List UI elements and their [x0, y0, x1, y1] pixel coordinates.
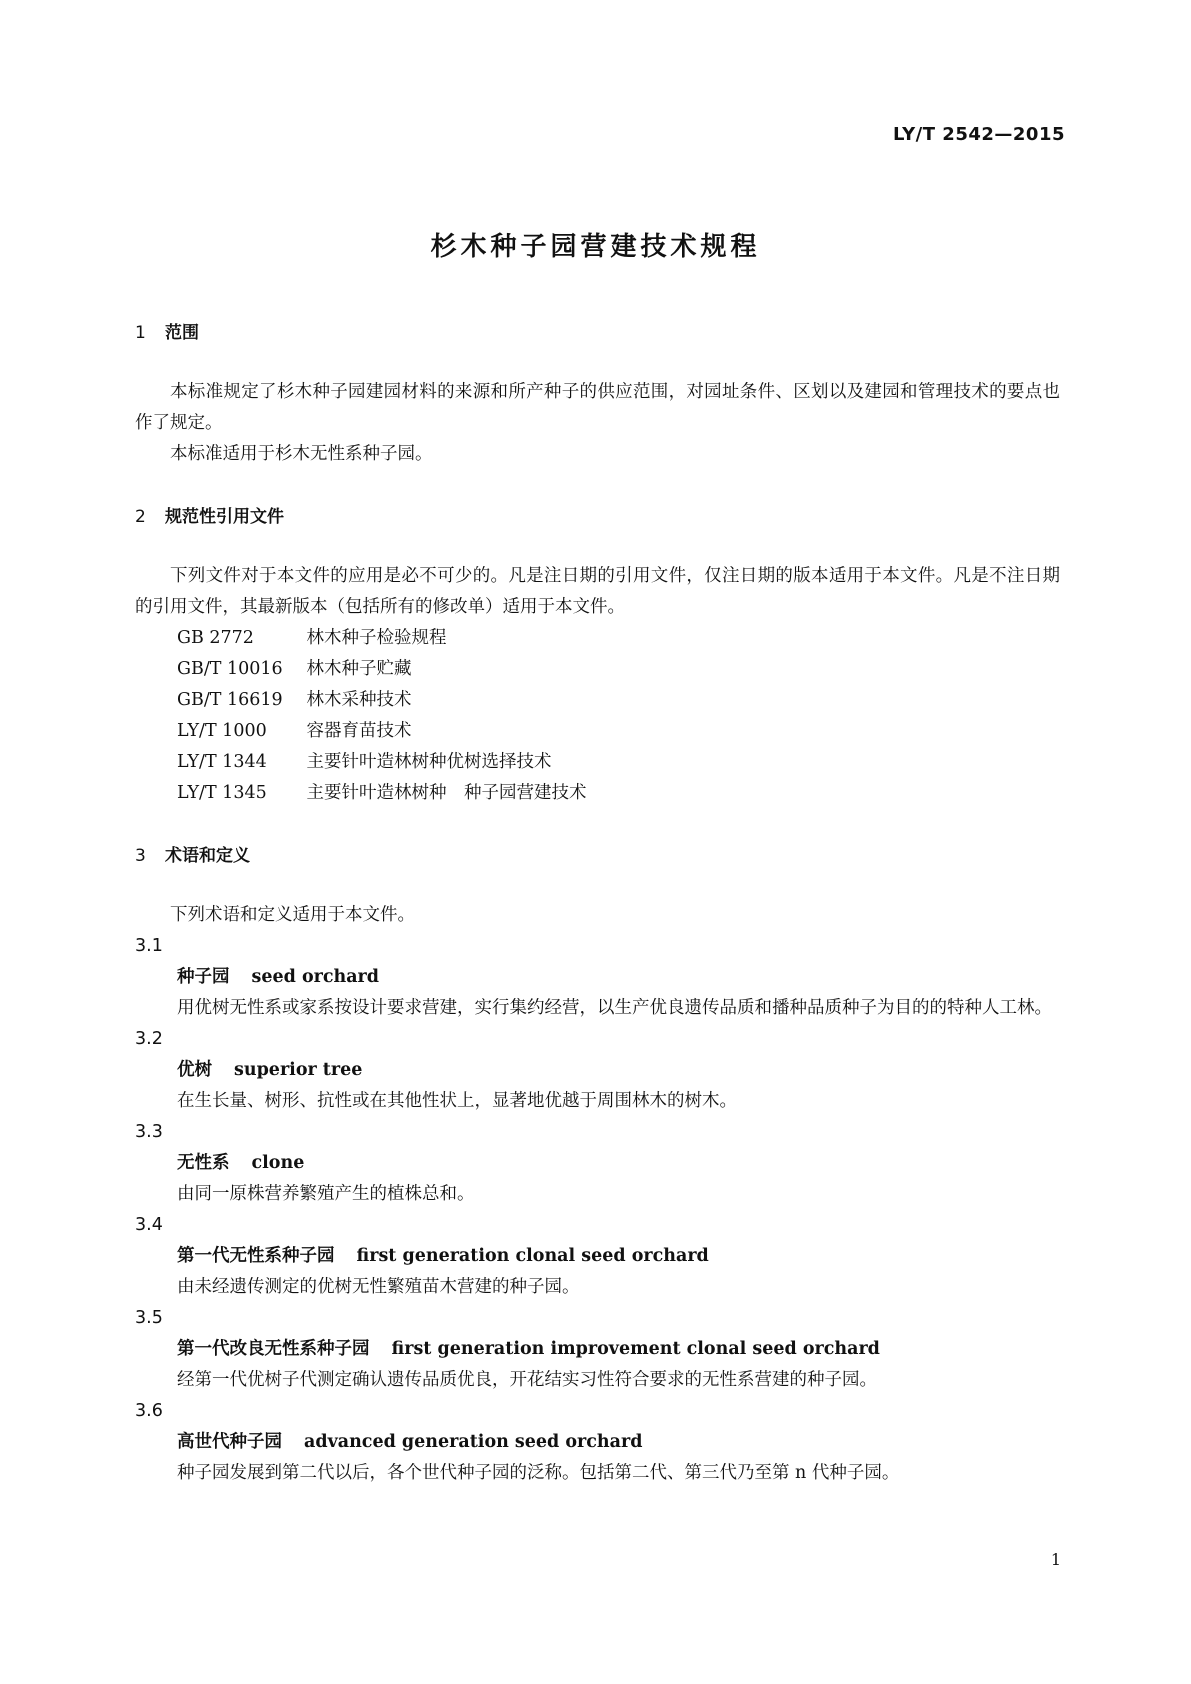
paragraph: 下列文件对于本文件的应用是必不可少的。凡是注日期的引用文件，仅注日期的版本适用于本文件。凡是不注日期的引用文件，其最新版本（包括所有的修改单）适用于本文件。 — [135, 566, 1060, 617]
reference-item — [135, 716, 1060, 747]
term-entry — [135, 931, 1060, 1024]
section-heading-terms-definitions — [135, 843, 1060, 870]
term-entry — [135, 1303, 1060, 1396]
term-english: advanced generation seed orchard — [304, 1432, 643, 1452]
section-title: 范围 — [165, 323, 199, 343]
reference-code: LY/T 1000 — [177, 721, 267, 741]
reference-title: 林木种子贮藏 — [306, 659, 412, 679]
term-definition: 经第一代优树子代测定确认遗传品质优良，开花结实习性符合要求的无性系营建的种子园。 — [177, 1370, 877, 1390]
section-heading-scope — [135, 320, 1060, 347]
section-heading-normative-references — [135, 504, 1060, 531]
term-entry — [135, 1117, 1060, 1210]
term-english: superior tree — [234, 1060, 363, 1080]
reference-item — [135, 623, 1060, 654]
reference-code: LY/T 1344 — [177, 752, 267, 772]
page-number: 1 — [1050, 1550, 1061, 1569]
term-number: 3.1 — [135, 936, 163, 956]
term-name — [135, 1427, 1060, 1458]
term-english: seed orchard — [251, 967, 380, 987]
section-number: 1 — [135, 323, 146, 343]
reference-item — [135, 747, 1060, 778]
reference-code: GB 2772 — [177, 628, 254, 648]
document-body — [135, 320, 1060, 1489]
section-number: 3 — [135, 846, 146, 866]
reference-title: 主要针叶造林树种 种子园营建技术 — [306, 783, 587, 803]
term-chinese: 种子园 — [177, 967, 230, 987]
term-entry — [135, 1210, 1060, 1303]
term-chinese: 第一代改良无性系种子园 — [177, 1339, 370, 1359]
term-definition: 由未经遗传测定的优树无性繁殖苗木营建的种子园。 — [177, 1277, 580, 1297]
paragraph: 本标准适用于杉木无性系种子园。 — [170, 444, 433, 464]
reference-code: GB/T 10016 — [177, 659, 283, 679]
reference-title: 林木种子检验规程 — [306, 628, 447, 648]
reference-title: 林木采种技术 — [306, 690, 412, 710]
reference-item — [135, 778, 1060, 809]
reference-code: LY/T 1345 — [177, 783, 267, 803]
term-entry — [135, 1396, 1060, 1489]
term-chinese: 优树 — [177, 1060, 212, 1080]
term-english: clone — [251, 1153, 305, 1173]
term-name — [135, 962, 1060, 993]
document-title: 杉木种子园营建技术规程 — [430, 232, 761, 262]
section-number: 2 — [135, 507, 146, 527]
reference-code: GB/T 16619 — [177, 690, 283, 710]
term-number: 3.4 — [135, 1215, 163, 1235]
term-english: first generation improvement clonal seed orchard — [391, 1339, 880, 1359]
term-name — [135, 1334, 1060, 1365]
reference-title: 主要针叶造林树种优树选择技术 — [306, 752, 552, 772]
section-title: 术语和定义 — [165, 846, 250, 866]
section-title: 规范性引用文件 — [165, 507, 284, 527]
term-number: 3.6 — [135, 1401, 163, 1421]
term-chinese: 第一代无性系种子园 — [177, 1246, 335, 1266]
term-definition: 种子园发展到第二代以后，各个世代种子园的泛称。包括第二代、第三代乃至第 n 代种子园。 — [177, 1463, 900, 1483]
standard-code: LY/T 2542—2015 — [892, 124, 1065, 145]
term-definition: 用优树无性系或家系按设计要求营建，实行集约经营，以生产优良遗传品质和播种品质种子为目的的特种人工林。 — [177, 998, 1052, 1018]
term-name — [135, 1241, 1060, 1272]
paragraph: 下列术语和定义适用于本文件。 — [170, 905, 415, 925]
term-number: 3.5 — [135, 1308, 163, 1328]
term-english: first generation clonal seed orchard — [356, 1246, 709, 1266]
term-chinese: 高世代种子园 — [177, 1432, 282, 1452]
term-entry — [135, 1024, 1060, 1117]
reference-item — [135, 685, 1060, 716]
reference-item — [135, 654, 1060, 685]
paragraph: 本标准规定了杉木种子园建园材料的来源和所产种子的供应范围，对园址条件、区划以及建园和管理技术的要点也作了规定。 — [135, 382, 1060, 433]
term-definition: 由同一原株营养繁殖产生的植株总和。 — [177, 1184, 475, 1204]
term-name — [135, 1148, 1060, 1179]
term-chinese: 无性系 — [177, 1153, 230, 1173]
reference-title: 容器育苗技术 — [306, 721, 412, 741]
term-definition: 在生长量、树形、抗性或在其他性状上，显著地优越于周围林木的树木。 — [177, 1091, 737, 1111]
term-number: 3.2 — [135, 1029, 163, 1049]
term-name — [135, 1055, 1060, 1086]
term-number: 3.3 — [135, 1122, 163, 1142]
